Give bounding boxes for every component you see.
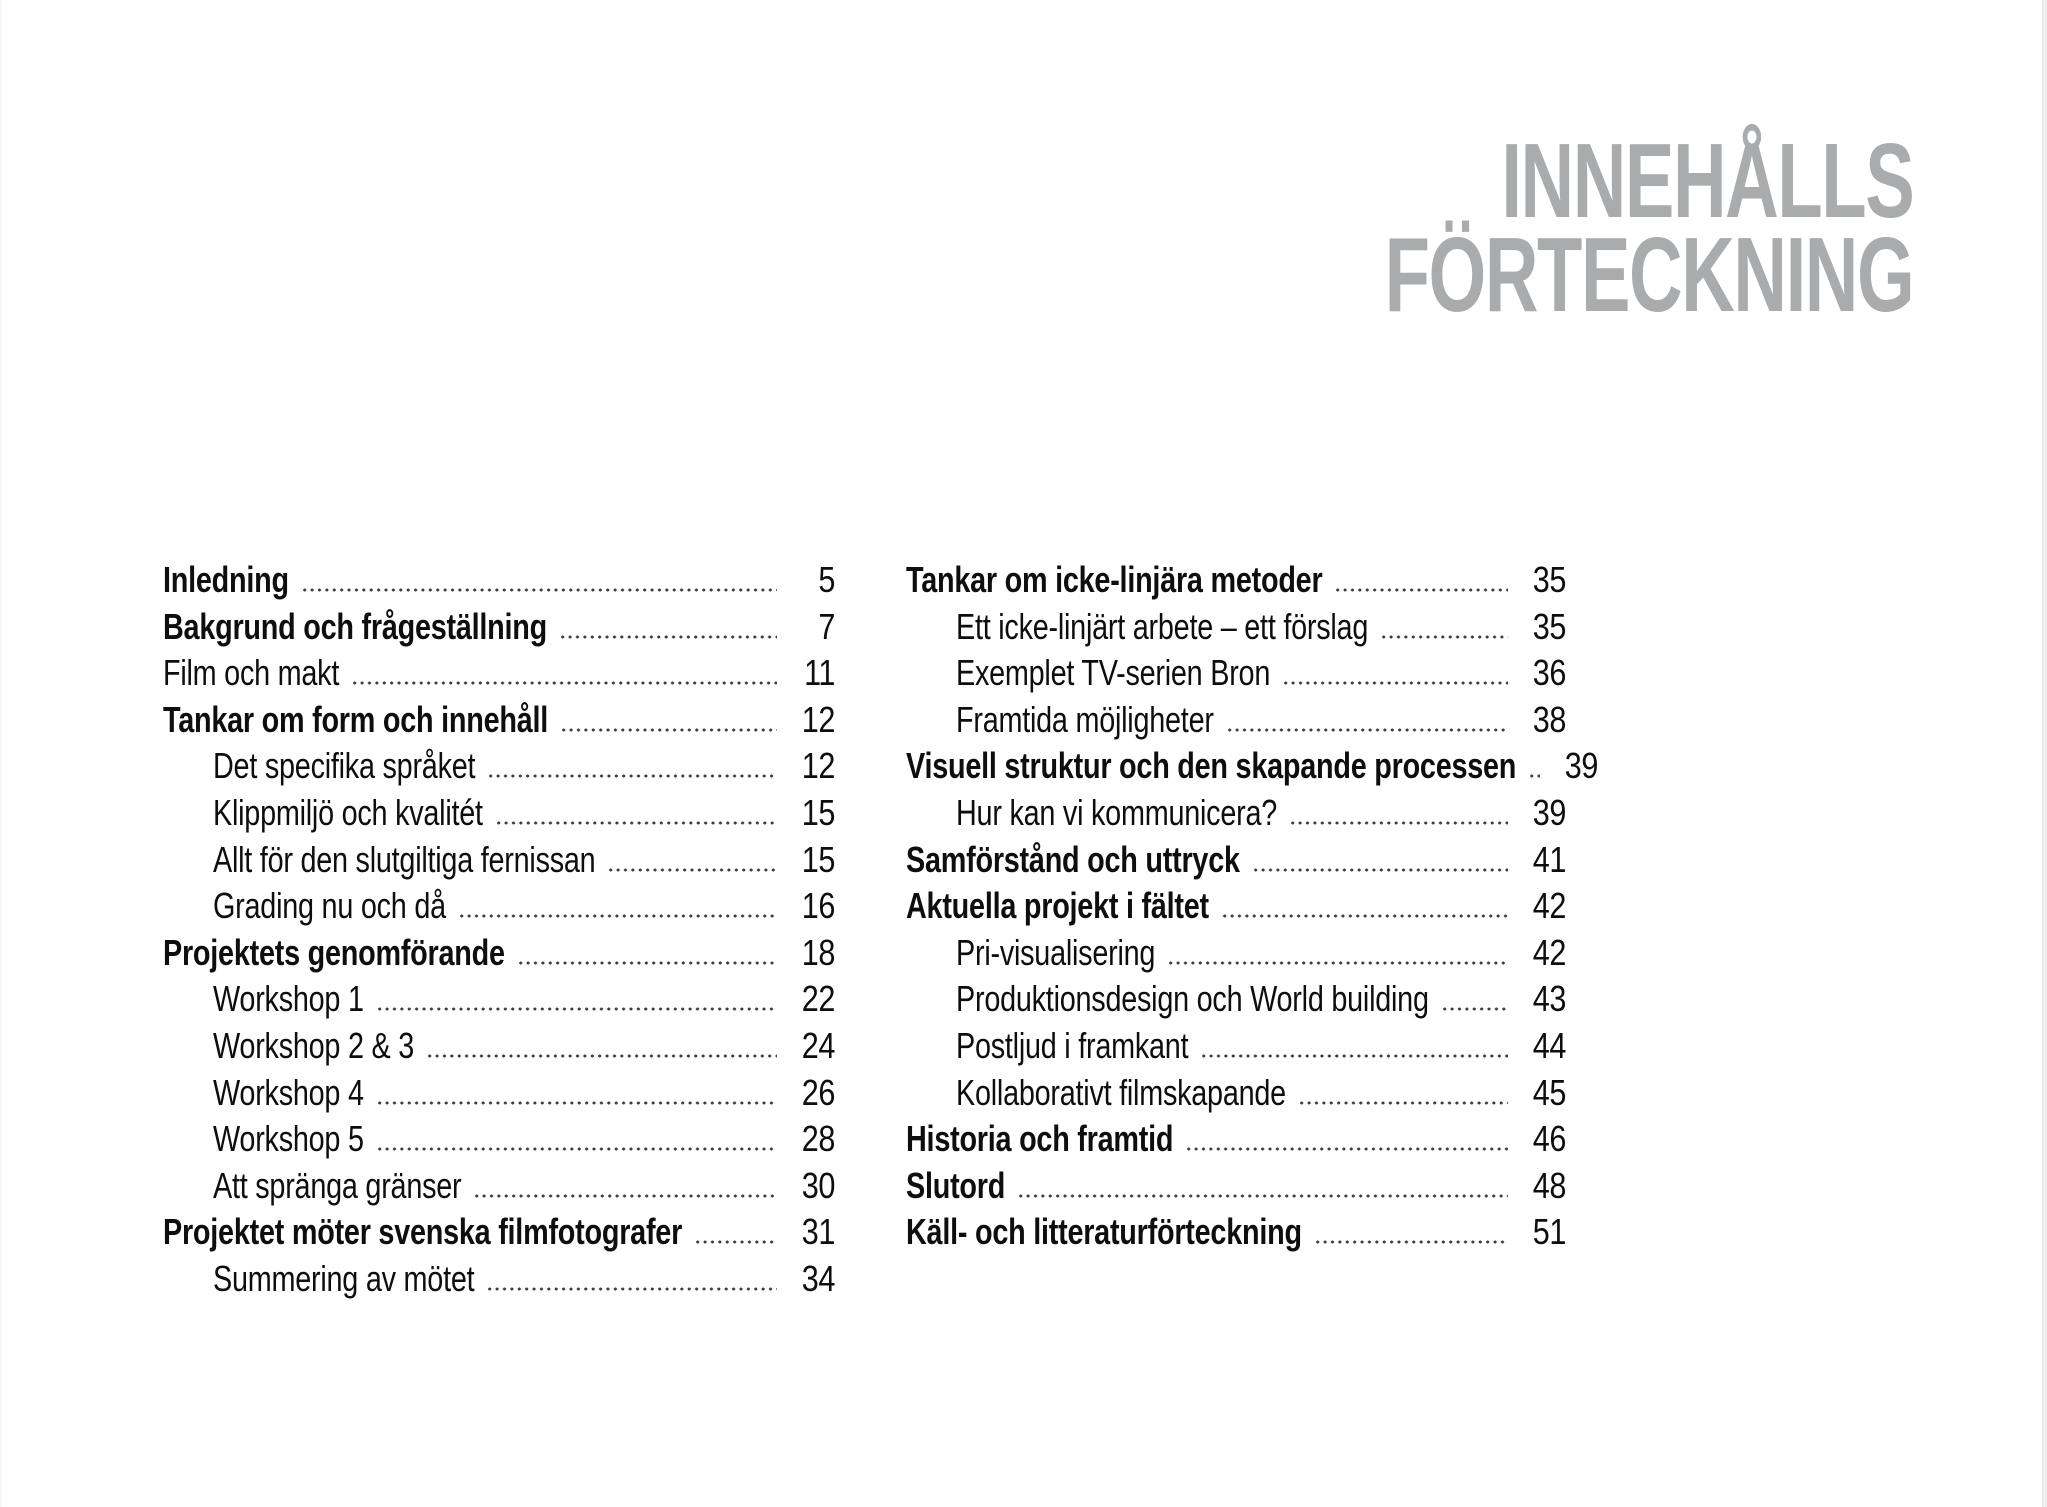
toc-row[interactable] [163,837,835,884]
dotted-leader [1441,1007,1508,1011]
page-right-edge [2042,0,2047,1507]
dotted-leader [351,681,777,685]
toc-row[interactable] [163,650,835,697]
toc-entry-label: Workshop 1 [213,978,364,1020]
toc-entry-label: Inledning [163,559,289,600]
toc-page-number: 38 [1532,698,1566,740]
toc-row[interactable] [906,883,1566,930]
dotted-leader [1017,1194,1508,1198]
toc-entry-label: Det specifika språket [213,745,476,787]
toc-entry-label: Historia och framtid [906,1118,1174,1160]
toc-entry-label: Postljud i framkant [956,1024,1189,1066]
toc-page-number: 42 [1532,931,1566,973]
toc-page-number: 22 [801,978,835,1020]
dotted-leader [487,774,777,778]
toc-entry-label: Workshop 2 & 3 [213,1024,415,1066]
toc-row[interactable] [163,1070,835,1117]
dotted-leader [1314,1240,1508,1244]
toc-row[interactable] [906,976,1566,1023]
toc-row[interactable] [906,837,1566,884]
toc-row[interactable] [906,1209,1566,1256]
toc-row[interactable] [163,604,835,651]
toc-row[interactable] [163,1256,835,1303]
dotted-leader [376,1147,777,1151]
toc-row[interactable] [906,743,1599,790]
dotted-leader [376,1101,777,1105]
toc-entry-label: Produktionsdesign och World building [956,978,1429,1020]
toc-entry-label: Tankar om form och innehåll [163,698,549,740]
toc-page-number: 24 [801,1024,835,1066]
toc-entry-label: Att spränga gränser [213,1164,462,1206]
dotted-leader [495,821,777,825]
toc-entry-label: Projektet möter svenska filmfotografer [163,1211,683,1253]
toc-entry-label: Kollaborativt filmskapande [956,1071,1286,1113]
dotted-leader [376,1007,777,1011]
toc-page-number: 51 [1532,1211,1566,1253]
toc-entry-label: Pri-visualisering [956,931,1156,973]
toc-page-number: 43 [1532,978,1566,1020]
toc-page-number: 15 [801,838,835,880]
dotted-leader [1200,1054,1508,1058]
dotted-leader [559,635,777,639]
toc-row[interactable] [163,790,835,837]
toc-page-number: 16 [801,885,835,927]
toc-page-number: 35 [1532,559,1566,600]
page-title [1384,122,1913,334]
toc-row[interactable] [163,697,835,744]
toc-column-left [163,557,835,1303]
toc-page-number: 36 [1532,652,1566,694]
toc-page-number: 28 [801,1118,835,1160]
toc-row[interactable] [163,930,835,977]
toc-row[interactable] [906,697,1566,744]
toc-row[interactable] [906,604,1566,651]
toc-row[interactable] [163,1023,835,1070]
toc-row[interactable] [906,650,1566,697]
toc-entry-label: Summering av mötet [213,1257,475,1299]
dotted-leader [1298,1101,1508,1105]
toc-entry-label: Framtida möjligheter [956,698,1214,740]
toc-entry-label: Projektets genomförande [163,931,505,973]
toc-entry-label: Visuell struktur och den skapande processen [906,745,1517,787]
toc-entry-label: Hur kan vi kommunicera? [956,791,1277,833]
toc-entry-label: Grading nu och då [213,885,446,927]
dotted-leader [1185,1147,1508,1151]
toc-row[interactable] [906,790,1566,837]
toc-column-right [906,557,1599,1256]
toc-row[interactable] [906,930,1566,977]
dotted-leader [1226,728,1508,732]
toc-page-number: 31 [801,1211,835,1253]
toc-page-number: 41 [1532,838,1566,880]
dotted-leader [607,868,777,872]
toc-page-number: 34 [801,1257,835,1299]
dotted-leader [1252,868,1508,872]
dotted-leader [1221,914,1508,918]
toc-row[interactable] [906,1116,1566,1163]
toc-page-number: 18 [801,931,835,973]
toc-row[interactable] [163,1209,835,1256]
toc-page-number: 7 [818,605,835,647]
dotted-leader [1528,774,1540,778]
toc-row[interactable] [163,976,835,1023]
toc-row[interactable] [906,1070,1566,1117]
page-left-edge [0,0,1,1507]
toc-page-number: 35 [1532,605,1566,647]
toc-entry-label: Workshop 5 [213,1118,364,1160]
dotted-leader [1380,635,1508,639]
toc-row[interactable] [163,1116,835,1163]
toc-page-number: 39 [1532,791,1566,833]
toc-entry-label: Käll- och litteraturförteckning [906,1211,1302,1253]
dotted-leader [1334,588,1508,592]
toc-page-number: 46 [1532,1118,1566,1160]
toc-entry-label: Tankar om icke-linjära metoder [906,559,1323,600]
dotted-leader [486,1287,777,1291]
toc-entry-label: Exemplet TV-serien Bron [956,652,1271,694]
page-title-line2: FÖRTECKNING [1384,216,1913,334]
toc-page-number: 26 [801,1071,835,1113]
dotted-leader [458,914,777,918]
toc-row[interactable] [906,1023,1566,1070]
toc-page-number: 11 [804,652,835,694]
toc-entry-label: Film och makt [163,652,340,694]
toc-entry-label: Slutord [906,1164,1006,1206]
dotted-leader [473,1194,777,1198]
page-title-line1: INNEHÅLLS [1501,122,1913,240]
toc-entry-label: Allt för den slutgiltiga fernissan [213,838,596,880]
dotted-leader [1282,681,1508,685]
toc-page-number: 12 [801,698,835,740]
toc-page-number: 30 [801,1164,835,1206]
toc-row[interactable] [163,557,835,604]
toc-row[interactable] [163,1163,835,1210]
dotted-leader [517,961,777,965]
toc-page-number: 48 [1532,1164,1566,1206]
dotted-leader [1289,821,1508,825]
dotted-leader [1167,961,1508,965]
toc-entry-label: Workshop 4 [213,1071,364,1113]
toc-row[interactable] [163,883,835,930]
toc-entry-label: Bakgrund och frågeställning [163,605,547,647]
toc-entry-label: Ett icke-linjärt arbete – ett förslag [956,605,1369,647]
toc-entry-label: Samförstånd och uttryck [906,838,1240,880]
toc-entry-label: Klippmiljö och kvalitét [213,791,483,833]
dotted-leader [694,1240,777,1244]
toc-page-number: 5 [818,559,835,600]
toc-page-number: 39 [1564,745,1599,787]
toc-row[interactable] [163,743,835,790]
toc-page-number: 12 [801,745,835,787]
dotted-leader [426,1054,777,1058]
toc-page-number: 42 [1532,885,1566,927]
toc-page-number: 45 [1532,1071,1566,1113]
toc-row[interactable] [906,1163,1566,1210]
toc-page-number: 44 [1532,1024,1566,1066]
toc-row[interactable] [906,557,1566,604]
toc-entry-label: Aktuella projekt i fältet [906,885,1209,927]
toc-page-number: 15 [801,791,835,833]
dotted-leader [560,728,777,732]
dotted-leader [301,588,777,592]
